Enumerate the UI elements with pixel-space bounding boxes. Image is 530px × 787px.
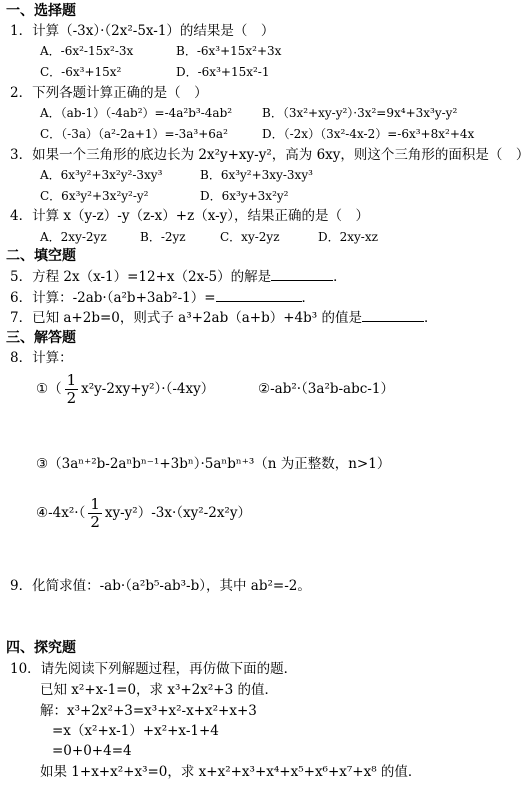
q3-option-d: D．6x³y+3x²y²	[200, 189, 289, 203]
q8-part4-post: xy-y²）-3x·（xy²-2x²y）	[104, 505, 251, 521]
q2-option-b: B．（3x²+xy-y²）·3x²=9x⁴+3x³y-y²	[262, 106, 458, 120]
q1-option-d: D．-6x³+15x²-1	[176, 65, 270, 79]
q2-option-d: D．（-2x）（3x²-4x-2）=-6x³+8x²+4x	[262, 127, 475, 141]
q7-text: 7．已知 a+2b=0，则式子 a³+2ab（a+b）+4b³ 的值是	[10, 310, 362, 326]
q4-option-d: D．2xy-xz	[318, 230, 378, 244]
q5-answer-blank	[271, 268, 333, 281]
q5-text: 5．方程 2x（x-1）=12+x（2x-5）的解是	[10, 269, 272, 285]
q10-solution-expr1: x³+2x²+3=x³+x²-x+x²+x+3	[67, 703, 257, 719]
q2-option-a: A．（ab-1）（-4ab²）=-4a²b³-4ab²	[40, 106, 233, 120]
q8-part4	[36, 496, 251, 531]
q4-option-b: B．-2yz	[140, 230, 186, 244]
q7-line	[10, 309, 437, 327]
q4-option-c: C．xy-2yz	[220, 230, 280, 244]
q8-part2: ②-ab²·（3a²b-abc-1）	[258, 381, 394, 397]
q8-part4-fraction: $\frac{1}{2}$	[90, 495, 100, 531]
section-title-choice: 一、选择题	[6, 3, 76, 19]
q8-stem: 8．计算：	[10, 350, 73, 366]
q8-part1-post: x²y-2xy+y²）·（-4xy）	[81, 381, 215, 397]
q8-part3: ③（3aⁿ⁺²b-2aⁿbⁿ⁻¹+3bⁿ）·5aⁿbⁿ⁺³（n 为正整数，n>1）	[36, 456, 391, 472]
q5-line	[10, 268, 347, 286]
q8-part1	[36, 372, 214, 407]
section-title-explore: 四、探究题	[6, 640, 76, 656]
q10-task: 如果 1+x+x²+x³=0，求 x+x²+x³+x⁴+x⁵+x⁶+x⁷+x⁸ 的值．	[40, 764, 422, 780]
q7-answer-blank	[362, 309, 424, 322]
q10-stem: 10．请先阅读下列解题过程，再仿做下面的题．	[10, 661, 298, 677]
q8-part1-fraction: $\frac{1}{2}$	[66, 371, 77, 407]
q5-end: ．	[333, 269, 347, 285]
q8-part1-pre: ①（	[36, 381, 62, 397]
q6-end: ．	[301, 290, 316, 306]
q10-solution-label: 解：	[40, 703, 67, 719]
section-title-solve: 三、解答题	[6, 330, 76, 346]
q3-option-c: C．6x³y²+3x²y²-y²	[40, 189, 149, 203]
q3-stem: 3．如果一个三角形的底边长为 2x²y+xy-y²，高为 6xy，则这个三角形的面积是（ ）	[10, 147, 530, 163]
q10-solution-line3: =0+0+4=4	[52, 743, 132, 759]
section-title-fill: 二、填空题	[6, 248, 76, 264]
q6-answer-blank	[216, 289, 302, 302]
q3-option-b: B．6x³y²+3xy-3xy³	[200, 168, 313, 182]
q6-text: 6．计算：-2ab·（a²b+3ab²-1）=	[10, 290, 216, 306]
q10-solution-line2: =x（x²+x-1）+x²+x-1+4	[52, 723, 219, 739]
q10-solution-line1	[40, 702, 257, 720]
q1-option-c: C．-6x³+15x²	[40, 65, 122, 79]
q2-stem: 2．下列各题计算正确的是（ ）	[10, 85, 208, 101]
q1-option-a: A．-6x²-15x²-3x	[40, 44, 134, 58]
q4-stem: 4．计算 x（y-z）-y（z-x）+z（x-y），结果正确的是（ ）	[10, 208, 370, 224]
q3-option-a: A．6x³y²+3x²y²-3xy³	[40, 168, 163, 182]
q1-stem: 1．计算（-3x）·（2x²-5x-1）的结果是（ ）	[10, 23, 275, 39]
q4-option-a: A．2xy-2yz	[40, 230, 107, 244]
q1-option-b: B．-6x³+15x²+3x	[176, 44, 282, 58]
q6-line	[10, 289, 315, 307]
q10-given: 已知 x²+x-1=0，求 x³+2x²+3 的值．	[40, 682, 278, 698]
q2-option-c: C．（-3a）（a²-2a+1）=-3a³+6a²	[40, 127, 228, 141]
q7-end: ．	[423, 310, 438, 326]
q9: 9．化简求值：-ab·（a²b⁵-ab³-b），其中 ab²=-2。	[10, 578, 311, 594]
q8-part4-pre: ④-4x²·（	[36, 505, 86, 521]
